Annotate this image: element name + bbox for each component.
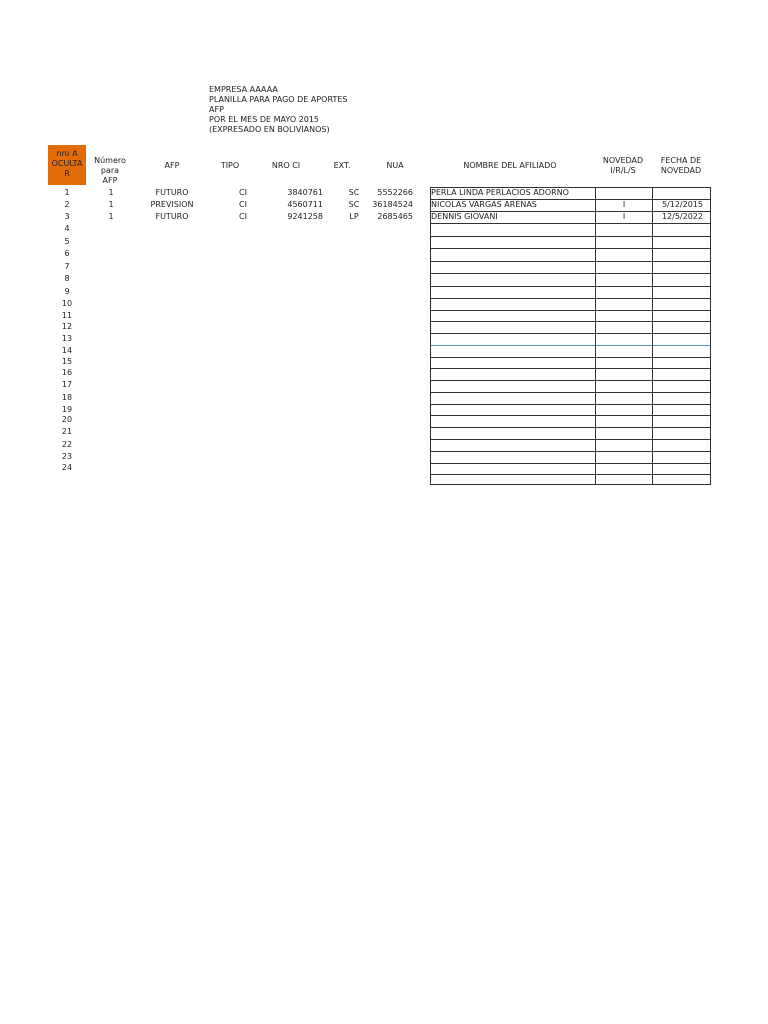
cell-afp: FUTURO [155, 188, 189, 197]
grid-line-horizontal [430, 321, 711, 322]
cell-numero-afp: 1 [108, 200, 114, 209]
grid-line-vertical [430, 187, 431, 484]
cell-nro: 22 [61, 440, 73, 449]
cell-nro: 3 [64, 212, 70, 221]
cell-nro-ci: 9241258 [287, 212, 323, 221]
col-header-nro-a-ocultar [48, 145, 86, 185]
cell-ext: LP [349, 212, 359, 221]
grid-line-horizontal [430, 368, 711, 369]
col-header-ext: EXT. [333, 161, 351, 170]
cell-nro-ci: 3840761 [287, 188, 323, 197]
grid-line-horizontal [430, 474, 711, 475]
col-header-nombre: NOMBRE DEL AFILIADO [463, 161, 557, 170]
cell-nombre: NICOLAS VARGAS ARENAS [431, 200, 537, 209]
cell-nombre: DENNIS GIOVANI [431, 212, 498, 221]
cell-afp: PREVISION [150, 200, 194, 209]
cell-ext: SC [348, 188, 360, 197]
cell-nro: 19 [61, 405, 73, 414]
grid-line-horizontal [430, 298, 711, 299]
grid-line-horizontal [430, 439, 711, 440]
cell-novedad: I [622, 212, 626, 221]
col-header-line: nro A [56, 149, 78, 158]
cell-nombre: PERLA LINDA PERLACIOS ADORNO [431, 188, 569, 197]
col-header-fecha-novedad [653, 156, 709, 176]
cell-nro: 17 [61, 380, 73, 389]
grid-line-horizontal [430, 310, 711, 311]
col-header-afp: AFP [164, 161, 180, 170]
cell-tipo: CI [239, 200, 247, 209]
cell-nro: 4 [64, 224, 70, 233]
grid-line-horizontal [430, 223, 711, 224]
cell-nro: 7 [64, 262, 70, 271]
cell-nro: 16 [61, 368, 73, 377]
cell-nro: 2 [64, 200, 70, 209]
grid-line-horizontal [430, 380, 711, 381]
col-header-tipo: TIPO [220, 161, 240, 170]
cell-numero-afp: 1 [108, 212, 114, 221]
grid-line-horizontal [430, 463, 711, 464]
cell-nua: 2685465 [377, 212, 413, 221]
cell-nro: 15 [61, 357, 73, 366]
col-header-line: Número para [94, 156, 126, 175]
grid-line-horizontal [430, 286, 711, 287]
grid-line-horizontal [430, 248, 711, 249]
cell-nro: 10 [61, 299, 73, 308]
col-header-line: I/R/L/S [610, 166, 636, 175]
grid-line-horizontal [430, 199, 711, 200]
cell-nua: 5552266 [377, 188, 413, 197]
cell-nro: 24 [61, 463, 73, 472]
cell-nro: 8 [64, 274, 70, 283]
cell-nro: 11 [61, 311, 73, 320]
col-header-line: AFP [102, 176, 118, 185]
cell-ext: SC [348, 200, 360, 209]
cell-nro: 23 [61, 452, 73, 461]
col-header-novedad [598, 156, 648, 176]
cell-nro: 6 [64, 249, 70, 258]
grid-line-horizontal [430, 345, 711, 346]
cell-novedad: I [622, 200, 626, 209]
cell-fecha-novedad: 5/12/2015 [661, 200, 703, 209]
grid-line-horizontal [430, 415, 711, 416]
cell-nro: 14 [61, 346, 73, 355]
report-period: POR EL MES DE MAYO 2015 [209, 115, 320, 124]
grid-line-horizontal [430, 273, 711, 274]
cell-nro-ci: 4560711 [287, 200, 323, 209]
cell-afp: FUTURO [155, 212, 189, 221]
grid-line-horizontal [430, 451, 711, 452]
col-header-line: R [64, 169, 70, 178]
grid-line-horizontal [430, 211, 711, 212]
grid-line-horizontal [430, 484, 711, 485]
grid-line-horizontal [430, 357, 711, 358]
grid-line-horizontal [430, 236, 711, 237]
grid-line-vertical [595, 187, 596, 484]
cell-tipo: CI [239, 212, 247, 221]
grid-line-horizontal [430, 392, 711, 393]
col-header-line: NOVEDAD [602, 156, 644, 165]
currency-note: (EXPRESADO EN BOLIVIANOS) [209, 125, 330, 134]
cell-nro: 21 [61, 427, 73, 436]
cell-nro: 20 [61, 415, 73, 424]
grid-line-horizontal [430, 404, 711, 405]
report-title: PLANILLA PARA PAGO DE APORTES [209, 95, 348, 104]
grid-line-horizontal [430, 427, 711, 428]
col-header-nua: NUA [386, 161, 404, 170]
col-header-line: NOVEDAD [660, 166, 702, 175]
afp-label: AFP [209, 105, 224, 114]
report-header [209, 85, 347, 135]
col-header-line: FECHA DE [660, 156, 702, 165]
grid-line-horizontal [430, 333, 711, 334]
cell-nro: 5 [64, 237, 70, 246]
grid-line-horizontal [430, 187, 711, 188]
cell-nro: 1 [64, 188, 70, 197]
cell-numero-afp: 1 [108, 188, 114, 197]
grid-line-vertical [652, 187, 653, 484]
company-name: EMPRESA AAAAA [209, 85, 278, 94]
col-header-nro-ci: NRO CI [271, 161, 301, 170]
cell-nua: 36184524 [372, 200, 413, 209]
cell-nro: 18 [61, 393, 73, 402]
cell-fecha-novedad: 12/5/2022 [661, 212, 703, 221]
cell-nro: 12 [61, 322, 73, 331]
col-header-line: OCULTA [51, 159, 83, 168]
cell-nro: 13 [61, 334, 73, 343]
grid-line-horizontal [430, 261, 711, 262]
cell-nro: 9 [64, 287, 70, 296]
grid-line-vertical [710, 187, 711, 484]
cell-tipo: CI [239, 188, 247, 197]
col-header-numero-afp [84, 156, 136, 186]
